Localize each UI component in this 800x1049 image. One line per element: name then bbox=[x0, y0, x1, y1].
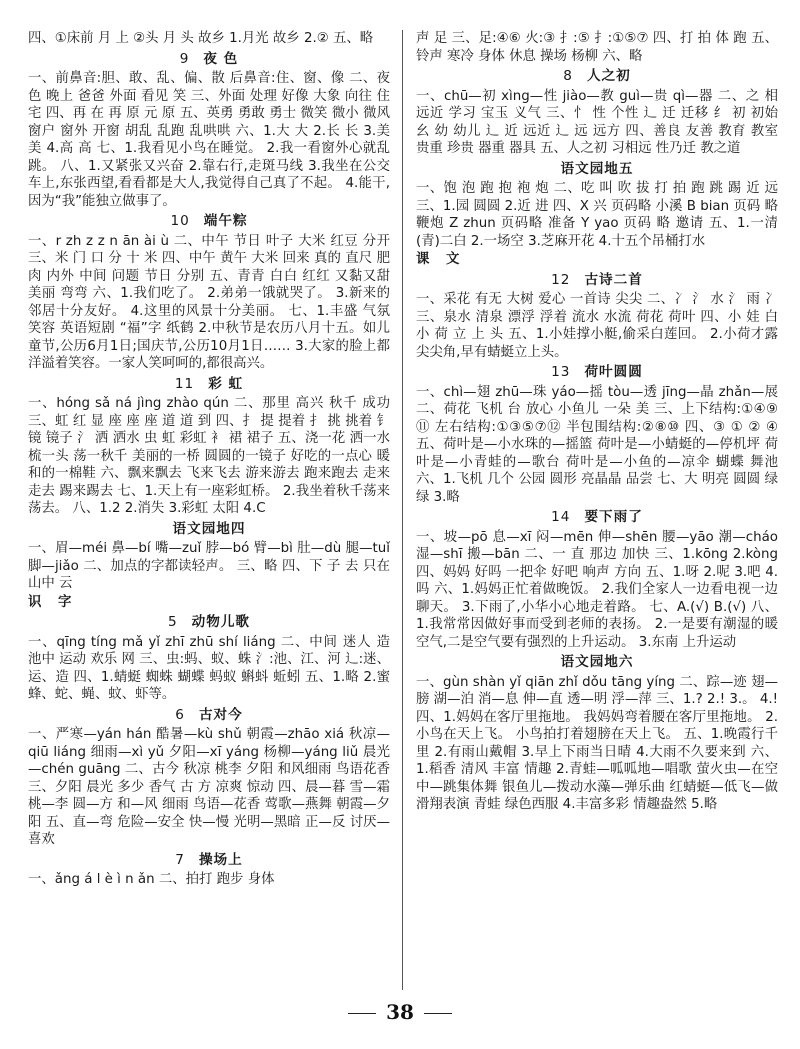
section-title bbox=[416, 272, 778, 290]
section-title bbox=[28, 521, 390, 539]
right-column bbox=[416, 30, 778, 814]
lesson-number: 8 bbox=[563, 68, 573, 84]
section-title bbox=[416, 161, 778, 179]
lesson-name: 端午粽 bbox=[203, 213, 248, 229]
lesson-name: 要下雨了 bbox=[584, 509, 643, 525]
section-title bbox=[28, 376, 390, 394]
unit-label: 识 字 bbox=[28, 594, 78, 610]
lesson-name: 语文园地四 bbox=[172, 520, 246, 537]
lesson-name: 古诗二首 bbox=[584, 271, 643, 288]
lesson-answers: 一、严寒—yán hán 酷暑—kù shǔ 朝霞—zhāo xiá 秋凉—qiū liáng 细雨—xì yǔ 夕阳—xī yáng 杨柳—yáng liǔ 晨光—chén guāng 二、古今 秋凉 桃李 夕阳 和风细雨 鸟语花香 三、夕阳 晨光 多少 香气 古 方 凉爽 惊动 四、晨—暮 雪—霜 桃—李 圆—方 和—风 细雨 鸟语—花香 莺歌—燕舞 朝霞—夕阳 五、直—弯 危险—安全 快—慢 光明—黑暗 正—反 讨厌—喜欢 bbox=[28, 727, 390, 847]
lesson-number: 7 bbox=[175, 851, 185, 868]
lesson-name: 人之初 bbox=[586, 68, 631, 84]
lesson-number: 5 bbox=[167, 614, 178, 630]
page-number: 38 bbox=[386, 1000, 414, 1024]
lesson-number: 13 bbox=[551, 364, 571, 380]
lesson-name: 夜 色 bbox=[203, 50, 239, 67]
lesson-number: 14 bbox=[551, 509, 571, 525]
lesson-answers: 一、眉—méi 鼻—bí 嘴—zuǐ 脖—bó 臂—bì 肚—dù 腿—tuǐ 脚—jiǎo 二、加点的字都读轻声。 三、略 四、下 子 去 只在 山中 云 bbox=[28, 541, 390, 591]
lesson-answers: 一、chū—初 xìng—性 jiào—教 guì—贵 qì—器 二、之 相 远近 学习 宝玉 义气 三、忄 性 个性 辶 迁 迁移 纟 初 初始 幺 幼 幼儿 辶 近 远近 辶 远 远方 四、善良 友善 教育 教室 贵重 珍贵 器重 器具 五、人之初 习相远 性乃迁 教之道 bbox=[416, 88, 778, 156]
column-divider bbox=[402, 30, 403, 990]
section-title bbox=[28, 707, 390, 725]
lesson-number: 11 bbox=[174, 375, 195, 392]
lesson-name: 古对今 bbox=[198, 706, 243, 723]
section-title bbox=[416, 364, 778, 382]
continued-answers: 四、①床前 月 上 ②头 月 头 故乡 1.月光 故乡 2.② 五、略 bbox=[28, 31, 374, 46]
left-column bbox=[28, 30, 390, 889]
section-title bbox=[28, 852, 390, 870]
section-title bbox=[416, 68, 778, 86]
lesson-answers: 一、chì—翅 zhū—珠 yáo—摇 tòu—透 jīng—晶 zhǎn—展 二、荷花 飞机 台 放心 小鱼儿 一朵 美 三、上下结构:①④⑨⑪ 左右结构:①③⑤⑦⑫ 半包围结构:②⑧⑩ 四、③ ① ② ④ 五、荷叶是—小水珠的—摇篮 荷叶是—小蜻蜓的—停机坪 荷叶是—小青蛙的—歌台 荷叶是—小鱼的—凉伞 蝴蝶 舞池 六、1.飞机 几个 公园 圆形 亮晶晶 品尝 七、大 明亮 圆圆 绿绿 3.略 bbox=[416, 384, 778, 505]
lesson-name: 彩 虹 bbox=[208, 375, 244, 392]
lesson-name: 荷叶圆圆 bbox=[584, 364, 643, 380]
lesson-answers: 一、hóng sǎ ná jìng zhào qún 二、那里 高兴 秋千 成功 三、虹 红 显 座 座 座 道 道 到 四、扌 提 提着 扌 挑 挑着 钅 镜 镜子 氵 洒 洒水 虫 虹 彩虹 衤 裙 裙子 五、浇一花 洒一水 梳一头 荡一秋千 美丽的一桥 圆圆的一镜子 好吃的一点心 暖和的一棉鞋 六、飘来飘去 飞来飞去 游来游去 跑来跑去 走来走去 踢来踢去 七、1.天上有一座彩虹桥。 2.我坐着秋千荡来荡去。 八、1.2 2.消失 3.彩虹 太阳 4.C bbox=[28, 396, 390, 516]
lesson-name: 动物儿歌 bbox=[191, 614, 251, 630]
continued-answers: 声 足 三、足:④⑥ 火:③ 扌:⑤ 扌:①⑤⑦ 四、打 拍 体 跑 五、铃声 寒冷 身体 休息 操场 杨柳 六、略 bbox=[416, 31, 778, 64]
lesson-answers: 一、饱 泡 跑 抱 袍 炮 二、吃 叫 吹 拔 打 拍 跑 跳 踢 近 远 三、1.园 圆圆 2.近 进 四、X 兴 页码略 小溪 B bian 页码 略 鞭炮 Z zhun 页码略 准备 Y yao 页码 略 邀请 五、1.一清(青)二白 2.一场空 3.芝麻开花 4.十五个吊桶打水 bbox=[416, 181, 778, 249]
section-title bbox=[28, 213, 390, 231]
lesson-answers: 一、前鼻音:胆、敢、乱、偏、散 后鼻音:住、窗、像 二、夜色 晚上 爸爸 外面 看见 笑 三、外面 处理 好像 大象 向往 住宅 四、再 在 再 原 元 原 五、英勇 勇敢 勇士 微笑 微小 微风 窗户 窗外 开窗 胡乱 乱跑 乱哄哄 六、1.大 大 2.长 长 3.美 美 4.高 高 七、1.我看见小鸟在睡觉。 2.我一看窗外心就乱跳。 八、1.又紧张又兴奋 2.靠右行,走斑马线 3.我坐在公交车上,东张西望,看看都是大人,我觉得自己真了不起。 4.能干,因为“我”能独立做事了。 bbox=[28, 71, 390, 209]
lesson-name: 语文园地五 bbox=[560, 160, 634, 177]
footer-rule-right bbox=[424, 1013, 452, 1014]
section-title bbox=[416, 654, 778, 672]
footer-rule-left bbox=[348, 1013, 376, 1014]
lesson-answers: 一、gùn shàn yǐ qiān zhǐ dǒu tāng yíng 二、踪—迹 翅—膀 湖—泊 消—息 伸—直 透—明 浮—萍 三、1.? 2.! 3.。 4.! 四、1.妈妈在客厅里拖地。 我妈妈弯着腰在客厅里拖地。 2.小鸟在天上飞。 小鸟拍打着翅膀在天上飞。 五、1.晚霞行千里 2.有雨山戴帽 3.早上下雨当日晴 4.大雨不久要来到 六、1.稻香 清风 丰富 情趣 2.青蛙—呱呱地—唱歌 萤火虫—在空中—跳集体舞 银鱼儿—拨动水藻—弹乐曲 红蜻蜓—低飞—做滑翔表演 青蛙 绿色西服 4.丰富多彩 情趣盎然 5.略 bbox=[416, 674, 778, 812]
lesson-number: 12 bbox=[551, 271, 571, 288]
lesson-number: 10 bbox=[170, 213, 190, 229]
lesson-answers: 一、坡—pō 息—xī 闷—mēn 伸—shēn 腰—yāo 潮—cháo 湿—shī 搬—bān 二、一 直 那边 加快 三、1.kōng 2.kòng 四、妈妈 好吗 一把伞 好吧 响声 方向 五、1.呀 2.呢 3.吧 4.吗 六、1.妈妈正忙着做晚饭。 2.我们全家人一边看电视一边聊天。 3.下雨了,小华小心地走着路。 七、A.(√) B.(√) 八、1.我常常因做好事而受到老师的表扬。 2.一是要有潮湿的暖空气,二是空气要有强烈的上升运动。 3.东南 上升运动 bbox=[416, 529, 778, 650]
lesson-name: 操场上 bbox=[198, 851, 243, 868]
lesson-answers: 一、r zh z z n ān ài ù 二、中午 节日 叶子 大米 红豆 分开 三、米 门 口 分 十 米 四、中午 黄午 大米 回来 真的 直尺 肥肉 内外 中间 问题 节日 分别 五、青青 白白 红红 又黏又甜 美丽 弯弯 六、1.我们吃了。 2.弟弟一饿就哭了。 3.新来的邻居十分友好。 4.这里的风景十分美丽。 七、1.丰盛 气氛 笑容 英语短剧 “福”字 纸鹤 2.中秋节是农历八月十五。如儿童节,公历6月1日;国庆节,公历10月1日…… 3.大家的脸上都洋溢着笑容。一家人笑呵呵的,都很高兴。 bbox=[28, 233, 390, 371]
section-title bbox=[28, 51, 390, 69]
lesson-name: 语文园地六 bbox=[560, 654, 634, 670]
unit-label: 课 文 bbox=[416, 252, 466, 267]
lesson-answers: 一、采花 有无 大树 爱心 一首诗 尖尖 二、冫 氵 水 氵 雨 冫 三、泉水 清泉 漂浮 浮着 流水 水流 荷花 荷叶 四、小 娃 白 小 荷 立 上 头 五、1.小娃撑小艇,偷采白莲回。 2.小荷才露尖尖角,早有蜻蜓立上头。 bbox=[416, 292, 778, 360]
lesson-answers: 一、qīng tíng mǎ yǐ zhī zhū shí liáng 二、中间 迷人 造 池中 运动 欢乐 网 三、虫:蚂、蚁、蛛 氵:池、江、河 辶:迷、运、造 四、1.蜻蜓 蜘蛛 蝴蝶 蚂蚁 蝌蚪 蚯蚓 五、1.略 2.蜜蜂、蛇、蝇、蚊、虾等。 bbox=[28, 634, 390, 702]
lesson-number: 9 bbox=[179, 50, 190, 67]
section-title bbox=[28, 614, 390, 632]
lesson-number: 6 bbox=[175, 706, 185, 723]
section-title bbox=[416, 509, 778, 527]
page-footer bbox=[0, 1000, 800, 1024]
lesson-answers: 一、ǎng á l è ì n ǎn 二、拍打 跑步 身体 bbox=[28, 872, 275, 887]
